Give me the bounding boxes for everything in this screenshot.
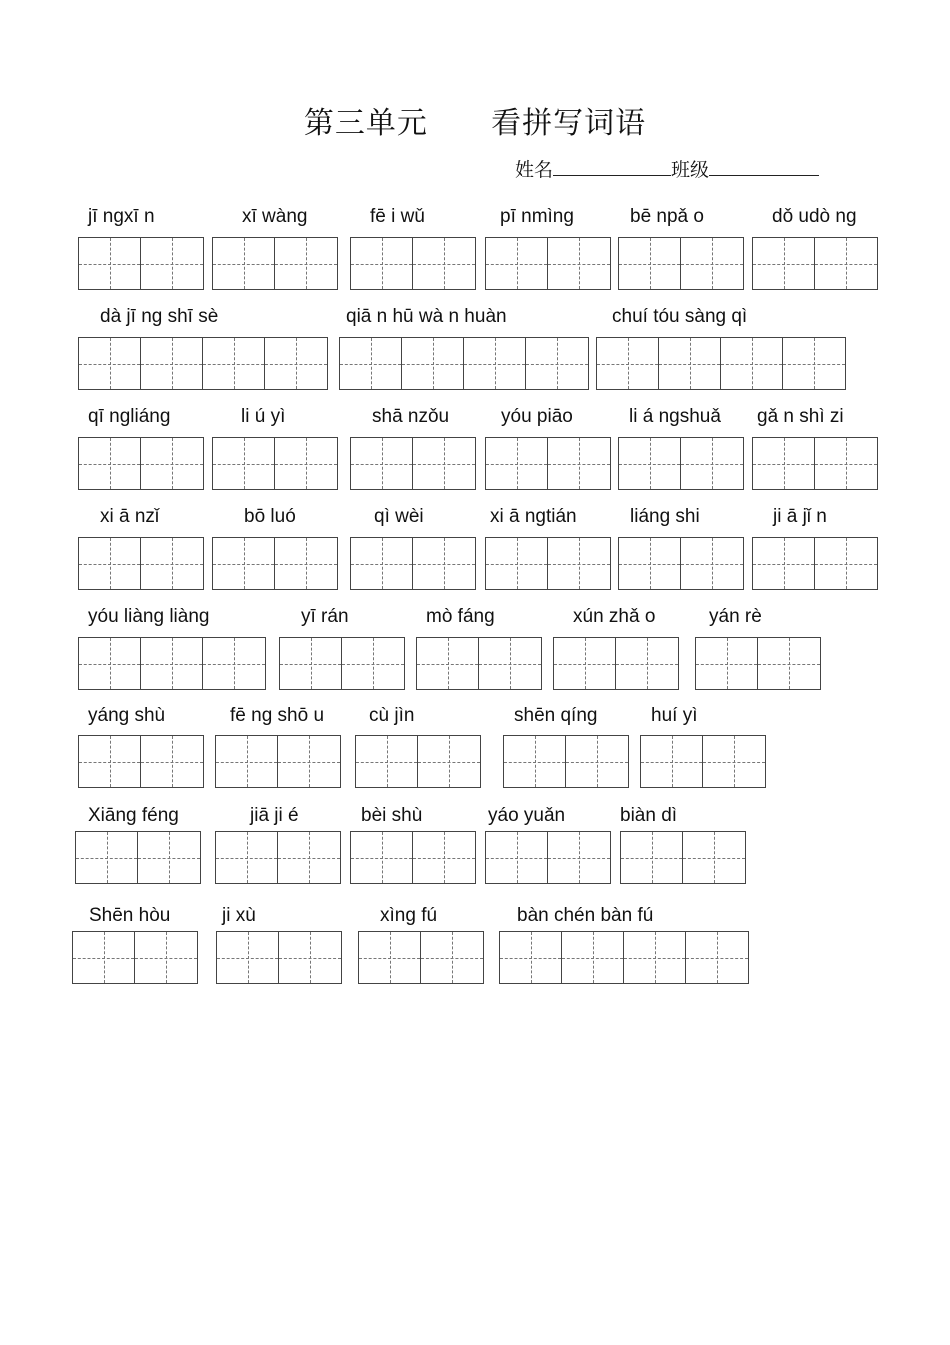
pinyin-prompt: yóu piāo xyxy=(501,406,573,427)
tian-zi-cell[interactable] xyxy=(141,238,203,289)
tian-zi-cell[interactable] xyxy=(464,338,526,389)
tian-zi-cell[interactable] xyxy=(413,832,475,883)
tian-zi-cell[interactable] xyxy=(359,932,421,983)
writing-grid xyxy=(279,637,405,690)
tian-zi-cell[interactable] xyxy=(815,238,877,289)
pinyin-prompt: bē npǎ o xyxy=(630,206,704,227)
writing-grid xyxy=(355,735,481,788)
tian-zi-cell[interactable] xyxy=(141,638,203,689)
tian-zi-cell[interactable] xyxy=(500,932,562,983)
tian-zi-cell[interactable] xyxy=(278,832,340,883)
tian-zi-cell[interactable] xyxy=(681,438,743,489)
pinyin-prompt: Shēn hòu xyxy=(89,905,171,926)
pinyin-prompt: li ú yì xyxy=(241,406,286,427)
writing-grid xyxy=(596,337,846,390)
name-label: 姓名 xyxy=(515,159,554,181)
tian-zi-cell[interactable] xyxy=(265,338,327,389)
pinyin-prompt: bō luó xyxy=(244,506,296,527)
tian-zi-cell[interactable] xyxy=(562,932,624,983)
tian-zi-cell[interactable] xyxy=(753,538,815,589)
writing-grid xyxy=(416,637,542,690)
tian-zi-cell[interactable] xyxy=(421,932,483,983)
tian-zi-cell[interactable] xyxy=(141,338,203,389)
writing-grid xyxy=(339,337,589,390)
pinyin-prompt: qì wèi xyxy=(374,506,424,527)
pinyin-prompt: ji xù xyxy=(222,905,256,926)
writing-grid xyxy=(216,931,342,984)
tian-zi-cell[interactable] xyxy=(681,238,743,289)
tian-zi-cell[interactable] xyxy=(486,538,548,589)
tian-zi-cell[interactable] xyxy=(621,832,683,883)
tian-zi-cell[interactable] xyxy=(783,338,845,389)
tian-zi-cell[interactable] xyxy=(815,538,877,589)
writing-grid xyxy=(212,537,338,590)
tian-zi-cell[interactable] xyxy=(73,932,135,983)
tian-zi-cell[interactable] xyxy=(351,538,413,589)
tian-zi-cell[interactable] xyxy=(138,832,200,883)
tian-zi-cell[interactable] xyxy=(413,538,475,589)
tian-zi-cell[interactable] xyxy=(526,338,588,389)
tian-zi-cell[interactable] xyxy=(681,538,743,589)
pinyin-prompt: ji ā jǐ n xyxy=(773,506,827,527)
writing-grid xyxy=(553,637,679,690)
writing-grid xyxy=(78,735,204,788)
tian-zi-cell[interactable] xyxy=(619,538,681,589)
pinyin-prompt: dà jī ng shī sè xyxy=(100,306,219,327)
tian-zi-cell[interactable] xyxy=(686,932,748,983)
pinyin-prompt: gǎ n shì zi xyxy=(757,406,844,427)
writing-grid xyxy=(78,337,328,390)
tian-zi-cell[interactable] xyxy=(279,932,341,983)
pinyin-prompt: chuí tóu sàng qì xyxy=(612,306,748,327)
pinyin-prompt: li á ngshuǎ xyxy=(629,406,721,427)
tian-zi-cell[interactable] xyxy=(659,338,721,389)
tian-zi-cell[interactable] xyxy=(624,932,686,983)
tian-zi-cell[interactable] xyxy=(213,438,275,489)
tian-zi-cell[interactable] xyxy=(413,238,475,289)
tian-zi-cell[interactable] xyxy=(203,338,265,389)
pinyin-prompt: bàn chén bàn fú xyxy=(517,905,654,926)
writing-grid xyxy=(620,831,746,884)
writing-grid xyxy=(485,831,611,884)
tian-zi-cell[interactable] xyxy=(417,638,479,689)
tian-zi-cell[interactable] xyxy=(418,736,480,787)
tian-zi-cell[interactable] xyxy=(79,438,141,489)
tian-zi-cell[interactable] xyxy=(351,238,413,289)
writing-grid xyxy=(212,237,338,290)
tian-zi-cell[interactable] xyxy=(402,338,464,389)
tian-zi-cell[interactable] xyxy=(79,338,141,389)
writing-grid xyxy=(78,237,204,290)
writing-grid xyxy=(618,237,744,290)
writing-grid xyxy=(212,437,338,490)
pinyin-prompt: dǒ udò ng xyxy=(772,206,857,227)
tian-zi-cell[interactable] xyxy=(342,638,404,689)
pinyin-prompt: shā nzǒu xyxy=(372,406,450,427)
tian-zi-cell[interactable] xyxy=(758,638,820,689)
tian-zi-cell[interactable] xyxy=(351,832,413,883)
tian-zi-cell[interactable] xyxy=(203,638,265,689)
pinyin-prompt: xī wàng xyxy=(242,206,308,227)
tian-zi-cell[interactable] xyxy=(566,736,628,787)
tian-zi-cell[interactable] xyxy=(275,538,337,589)
tian-zi-cell[interactable] xyxy=(79,238,141,289)
tian-zi-cell[interactable] xyxy=(356,736,418,787)
pinyin-prompt: pī nmìng xyxy=(500,206,574,227)
writing-grid xyxy=(350,537,476,590)
tian-zi-cell[interactable] xyxy=(213,538,275,589)
writing-grid xyxy=(618,537,744,590)
tian-zi-cell[interactable] xyxy=(79,638,141,689)
writing-grid xyxy=(503,735,629,788)
tian-zi-cell[interactable] xyxy=(278,736,340,787)
writing-grid xyxy=(78,537,204,590)
pinyin-prompt: xi ā ngtián xyxy=(490,506,577,527)
writing-grid xyxy=(215,735,341,788)
pinyin-prompt: yī rán xyxy=(301,606,349,627)
pinyin-prompt: Xiāng féng xyxy=(88,805,179,826)
tian-zi-cell[interactable] xyxy=(275,438,337,489)
name-blank[interactable] xyxy=(553,157,671,176)
tian-zi-cell[interactable] xyxy=(479,638,541,689)
class-label: 班级 xyxy=(671,159,710,181)
tian-zi-cell[interactable] xyxy=(753,438,815,489)
tian-zi-cell[interactable] xyxy=(548,832,610,883)
pinyin-prompt: liáng shi xyxy=(630,506,700,527)
tian-zi-cell[interactable] xyxy=(217,932,279,983)
tian-zi-cell[interactable] xyxy=(815,438,877,489)
tian-zi-cell[interactable] xyxy=(548,438,610,489)
class-blank[interactable] xyxy=(709,157,819,176)
pinyin-prompt: shēn qíng xyxy=(514,705,598,726)
tian-zi-cell[interactable] xyxy=(340,338,402,389)
pinyin-prompt: yán rè xyxy=(709,606,762,627)
pinyin-prompt: fē ng shō u xyxy=(230,705,325,726)
writing-grid xyxy=(618,437,744,490)
tian-zi-cell[interactable] xyxy=(486,238,548,289)
tian-zi-cell[interactable] xyxy=(641,736,703,787)
tian-zi-cell[interactable] xyxy=(548,238,610,289)
tian-zi-cell[interactable] xyxy=(616,638,678,689)
tian-zi-cell[interactable] xyxy=(619,238,681,289)
writing-grid xyxy=(215,831,341,884)
tian-zi-cell[interactable] xyxy=(753,238,815,289)
tian-zi-cell[interactable] xyxy=(683,832,745,883)
writing-grid xyxy=(485,237,611,290)
writing-grid xyxy=(499,931,749,984)
tian-zi-cell[interactable] xyxy=(486,438,548,489)
writing-grid xyxy=(350,437,476,490)
student-info xyxy=(515,155,819,182)
pinyin-prompt: biàn dì xyxy=(620,805,678,826)
tian-zi-cell[interactable] xyxy=(504,736,566,787)
tian-zi-cell[interactable] xyxy=(597,338,659,389)
pinyin-prompt: jī ngxī n xyxy=(88,206,155,227)
writing-grid xyxy=(485,537,611,590)
tian-zi-cell[interactable] xyxy=(280,638,342,689)
tian-zi-cell[interactable] xyxy=(79,538,141,589)
tian-zi-cell[interactable] xyxy=(213,238,275,289)
tian-zi-cell[interactable] xyxy=(141,736,203,787)
pinyin-prompt: qī ngliáng xyxy=(88,406,171,427)
pinyin-prompt: xún zhǎ o xyxy=(573,606,656,627)
writing-grid xyxy=(72,931,198,984)
pinyin-prompt: qiā n hū wà n huàn xyxy=(346,306,507,327)
pinyin-prompt: xi ā nzǐ xyxy=(100,506,160,527)
writing-grid xyxy=(752,237,878,290)
writing-grid xyxy=(485,437,611,490)
tian-zi-cell[interactable] xyxy=(486,832,548,883)
pinyin-prompt: jiā ji é xyxy=(250,805,299,826)
pinyin-prompt: xìng fú xyxy=(380,905,438,926)
pinyin-prompt: yáo yuǎn xyxy=(488,805,566,826)
tian-zi-cell[interactable] xyxy=(351,438,413,489)
pinyin-prompt: mò fáng xyxy=(426,606,495,627)
tian-zi-cell[interactable] xyxy=(703,736,765,787)
tian-zi-cell[interactable] xyxy=(216,832,278,883)
tian-zi-cell[interactable] xyxy=(554,638,616,689)
tian-zi-cell[interactable] xyxy=(696,638,758,689)
writing-grid xyxy=(358,931,484,984)
writing-grid xyxy=(78,437,204,490)
pinyin-prompt: cù jìn xyxy=(369,705,415,726)
writing-grid xyxy=(75,831,201,884)
pinyin-prompt: fē i wǔ xyxy=(370,206,425,227)
writing-grid xyxy=(78,637,266,690)
writing-grid xyxy=(350,237,476,290)
tian-zi-cell[interactable] xyxy=(216,736,278,787)
pinyin-prompt: yóu liàng liàng xyxy=(88,606,210,627)
writing-grid xyxy=(752,537,878,590)
tian-zi-cell[interactable] xyxy=(413,438,475,489)
tian-zi-cell[interactable] xyxy=(79,736,141,787)
writing-grid xyxy=(695,637,821,690)
tian-zi-cell[interactable] xyxy=(141,438,203,489)
writing-grid xyxy=(350,831,476,884)
tian-zi-cell[interactable] xyxy=(721,338,783,389)
tian-zi-cell[interactable] xyxy=(548,538,610,589)
tian-zi-cell[interactable] xyxy=(135,932,197,983)
tian-zi-cell[interactable] xyxy=(275,238,337,289)
writing-grid xyxy=(752,437,878,490)
tian-zi-cell[interactable] xyxy=(619,438,681,489)
pinyin-prompt: bèi shù xyxy=(361,805,423,826)
pinyin-prompt: huí yì xyxy=(651,705,698,726)
page-title: 第三单元 看拼写词语 xyxy=(303,106,647,141)
pinyin-prompt: yáng shù xyxy=(88,705,166,726)
tian-zi-cell[interactable] xyxy=(76,832,138,883)
writing-grid xyxy=(640,735,766,788)
tian-zi-cell[interactable] xyxy=(141,538,203,589)
